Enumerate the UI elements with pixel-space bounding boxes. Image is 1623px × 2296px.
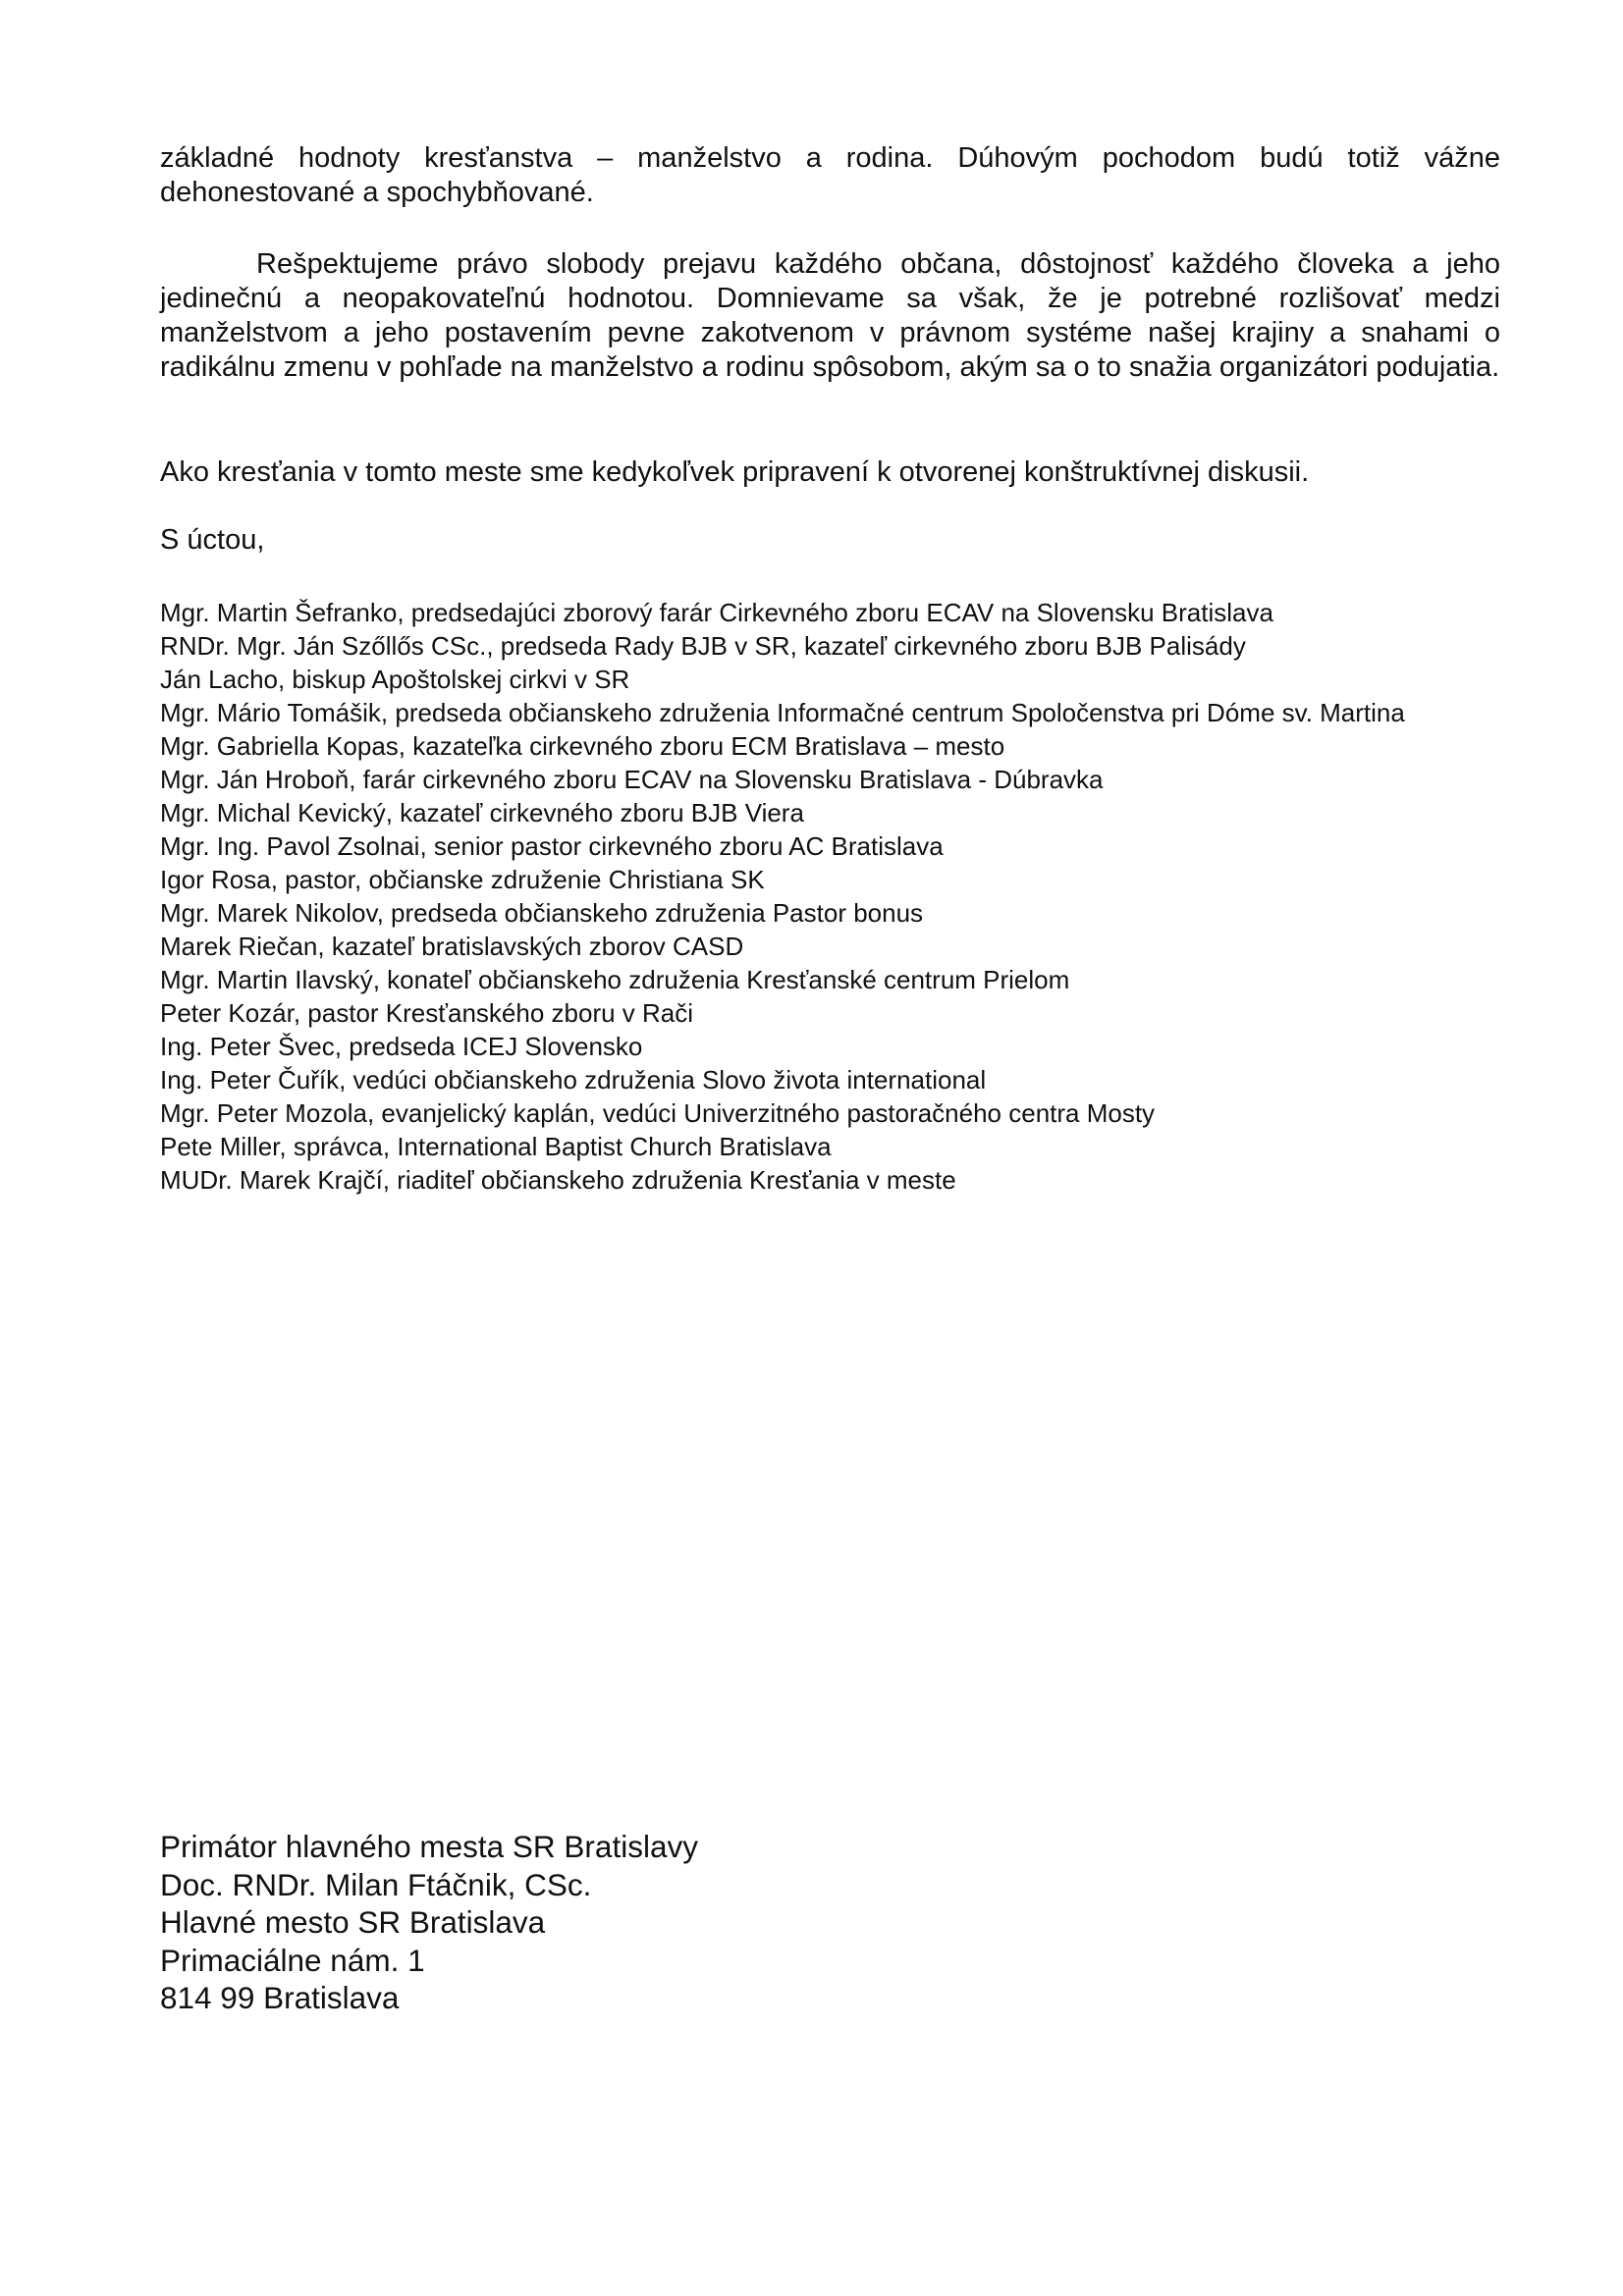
signatory: Ing. Peter Čuřík, vedúci občianskeho združenia Slovo života international [160, 1065, 987, 1095]
signatory: Mgr. Martin Šefranko, predsedajúci zborový farár Cirkevného zboru ECAV na Slovensku Bratislava [160, 598, 1273, 627]
signatory: Pete Miller, správca, International Baptist Church Bratislava [160, 1132, 832, 1161]
intro-paragraph: základné hodnoty kresťanstva – manželstvo a rodina. Dúhovým pochodom budú totiž vážne dehonestované a spochybňované. [160, 142, 1500, 208]
signatory: MUDr. Marek Krajčí, riaditeľ občianskeho združenia Kresťania v meste [160, 1165, 956, 1195]
signatory: Mgr. Ján Hroboň, farár cirkevného zboru ECAV na Slovensku Bratislava - Dúbravka [160, 765, 1104, 794]
signatory: Ing. Peter Švec, predseda ICEJ Slovensko [160, 1032, 643, 1061]
salutation: S úctou, [160, 524, 265, 556]
invitation-paragraph: Ako kresťania v tomto meste sme kedykoľvek pripravení k otvorenej konštruktívnej diskusii. [160, 456, 1310, 488]
signatories-list [160, 596, 1505, 1197]
signatory: Ján Lacho, biskup Apoštolskej cirkvi v SR [160, 665, 630, 694]
signatory: Mgr. Martin Ilavský, konateľ občianskeho združenia Kresťanské centrum Prielom [160, 965, 1070, 994]
recipient-office: Hlavné mesto SR Bratislava [160, 1904, 546, 1940]
main-paragraph: Rešpektujeme právo slobody prejavu každého občana, dôstojnosť každého človeka a jeho jedinečnú a neopakovateľnú hodnotou. Domnievame sa však, že je potrebné rozlišovať medzi manželstvom a jeho postavením pevne zakotvenom v právnom systéme našej krajiny a snahami o radikálnu zmenu v pohľade na manželstvo a rodinu spôsobom, akým sa o to snažia organizátori podujatia. [160, 248, 1500, 383]
signatory: Mgr. Gabriella Kopas, kazateľka cirkevného zboru ECM Bratislava – mesto [160, 731, 1005, 761]
signatory: Mgr. Marek Nikolov, predseda občianskeho združenia Pastor bonus [160, 898, 924, 928]
signatory: Igor Rosa, pastor, občianske združenie Christiana SK [160, 865, 765, 894]
signatory: Marek Riečan, kazateľ bratislavských zborov CASD [160, 932, 744, 961]
signatory: Mgr. Mário Tomášik, predseda občianskeho združenia Informačné centrum Spoločenstva pri Dóme sv. Martina [160, 698, 1405, 727]
signatory: Mgr. Michal Kevický, kazateľ cirkevného zboru BJB Viera [160, 798, 804, 828]
signatory: Mgr. Peter Mozola, evanjelický kaplán, vedúci Univerzitného pastoračného centra Mosty [160, 1098, 1156, 1128]
signatory: Peter Kozár, pastor Kresťanského zboru v Rači [160, 998, 694, 1028]
recipient-street: Primaciálne nám. 1 [160, 1942, 425, 1978]
signatory: Mgr. Ing. Pavol Zsolnai, senior pastor cirkevného zboru AC Bratislava [160, 831, 944, 861]
recipient-name: Doc. RNDr. Milan Ftáčnik, CSc. [160, 1866, 592, 1902]
signatory: RNDr. Mgr. Ján Szőllős CSc., predseda Rady BJB v SR, kazateľ cirkevného zboru BJB Palisády [160, 631, 1246, 661]
recipient-title: Primátor hlavného mesta SR Bratislavy [160, 1829, 698, 1864]
recipient-city: 814 99 Bratislava [160, 1980, 400, 2015]
recipient-address [160, 1828, 698, 2017]
